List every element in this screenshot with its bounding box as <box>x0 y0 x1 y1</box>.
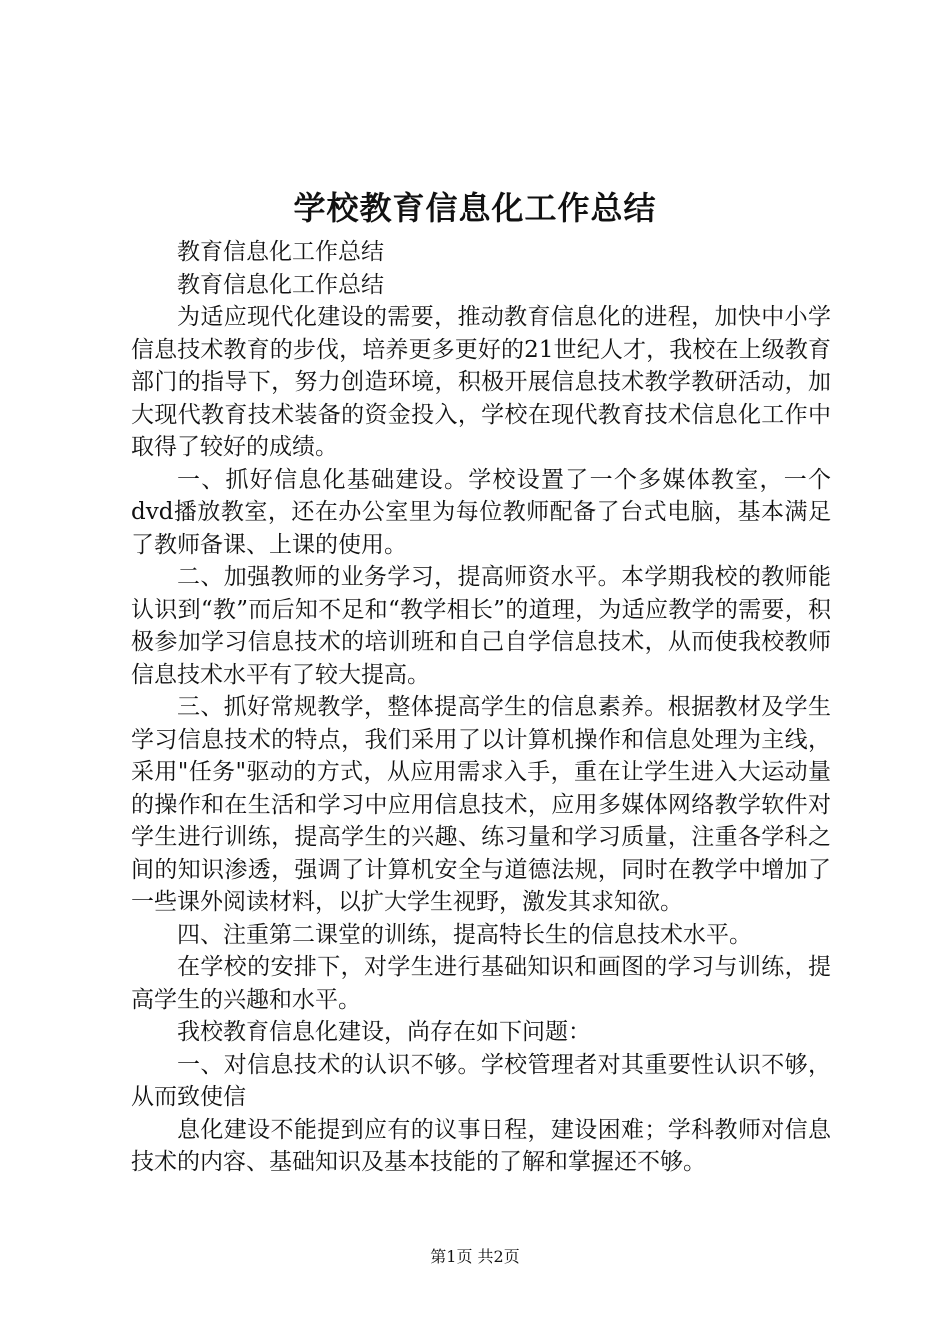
document-body <box>131 236 831 1179</box>
paragraph-subtitle-1: 教育信息化工作总结 <box>177 239 384 265</box>
paragraph-section-1: 一、抓好信息化基础建设。学校设置了一个多媒体教室，一个dvd播放教室，还在办公室里为每位教师配备了台式电脑，基本满足了教师备课、上课的使用。 <box>131 466 831 558</box>
paragraph-section-4: 四、注重第二课堂的训练，提高特长生的信息技术水平。 <box>177 921 752 948</box>
paragraph-problems-intro: 我校教育信息化建设，尚存在如下问题： <box>177 1019 591 1045</box>
paragraph-section-4-detail: 在学校的安排下，对学生进行基础知识和画图的学习与训练，提高学生的兴趣和水平。 <box>131 954 831 1013</box>
paragraph-subtitle-2: 教育信息化工作总结 <box>177 271 384 298</box>
paragraph-section-3: 三、抓好常规教学，整体提高学生的信息素养。根据教材及学生学习信息技术的特点，我们采用了以计算机操作和信息处理为主线，采用"任务"驱动的方式，从应用需求入手，重在让学生进入大运动量的操作和在生活和学习中应用信息技术，应用多媒体网络教学软件对学生进行训练，提高学生的兴趣、练习量和学习质量，注重各学科之间的知识渗透，强调了计算机安全与道德法规，同时在教学中增加了一些课外阅读材料，以扩大学生视野，激发其求知欲。 <box>131 694 831 915</box>
paragraph-intro: 为适应现代化建设的需要，推动教育信息化的进程，加快中小学信息技术教育的步伐，培养更多更好的21世纪人才，我校在上级教育部门的指导下，努力创造环境，积极开展信息技术教学教研活动，加大现代教育技术装备的资金投入，学校在现代教育技术信息化工作中取得了较好的成绩。 <box>131 304 831 460</box>
paragraph-problem-1-cont: 息化建设不能提到应有的议事日程，建设困难；学科教师对信息技术的内容、基础知识及基本技能的了解和掌握还不够。 <box>131 1116 831 1175</box>
document-title: 学校教育信息化工作总结 <box>293 189 657 227</box>
page-number-footer: 第1页 共2页 <box>430 1247 520 1266</box>
paragraph-problem-1: 一、对信息技术的认识不够。学校管理者对其重要性认识不够，从而致使信 <box>131 1051 831 1110</box>
paragraph-section-2: 二、加强教师的业务学习，提高师资水平。本学期我校的教师能认识到“教”而后知不足和“教学相长”的道理，为适应教学的需要，积极参加学习信息技术的培训班和自己自学信息技术，从而使我校教师信息技术水平有了较大提高。 <box>131 564 831 688</box>
